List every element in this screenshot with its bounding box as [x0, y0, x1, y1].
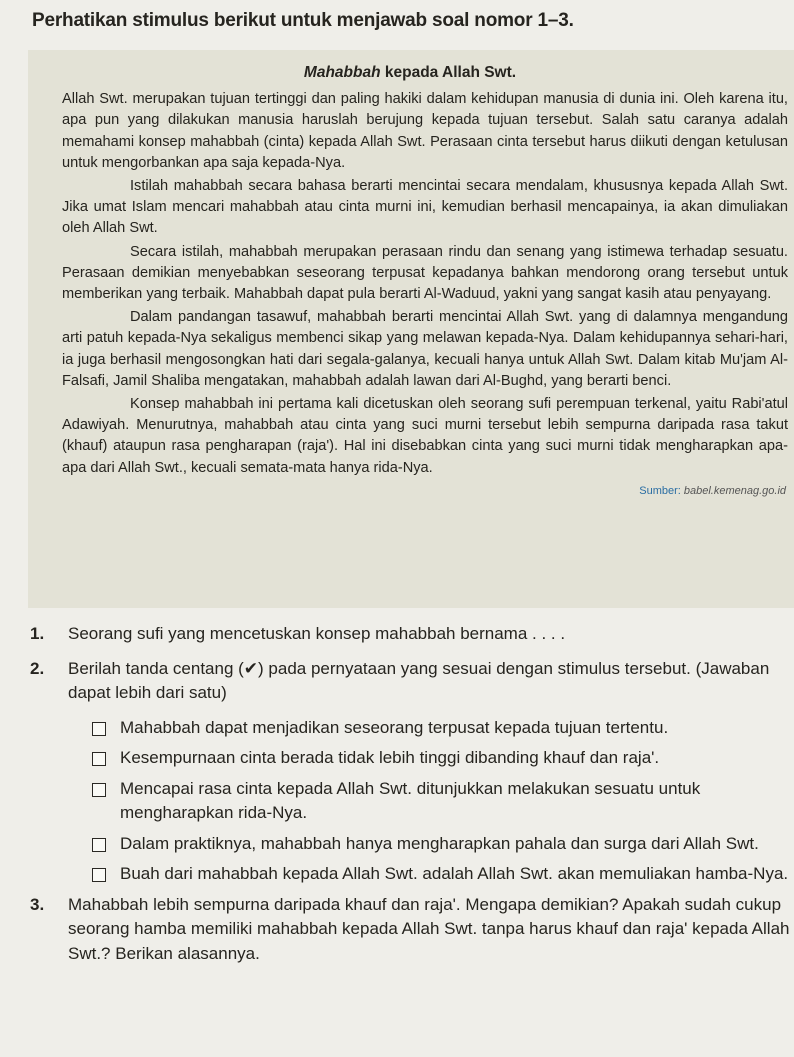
question-number: 3.: [30, 894, 45, 914]
stimulus-title: [62, 62, 788, 83]
option-text: Dalam praktiknya, mahabbah hanya mengharapkan pahala dan surga dari Allah Swt.: [120, 833, 759, 853]
source-label: Sumber:: [639, 484, 681, 497]
option-2[interactable]: [68, 746, 790, 771]
stimulus-source: [62, 481, 788, 502]
checkbox[interactable]: [92, 783, 106, 797]
stimulus-paragraph-1: Allah Swt. merupakan tujuan tertinggi dan paling hakiki dalam kehidupan manusia di dunia ini. Oleh karena itu, apa pun yang dilakukan manusia haruslah berujung kepada tujuan tersebut. Salah satu caranya adalah memahami konsep mahabbah (cinta) kepada Allah Swt. Perasaan cinta tersebut harus diikuti dengan ketulusan untuk mengorbankan apa saja kepada-Nya.: [62, 91, 788, 171]
question-text: Seorang sufi yang mencetuskan konsep mahabbah bernama . . . .: [68, 624, 566, 643]
checkbox-options: [68, 716, 790, 887]
stimulus-instruction: Perhatikan stimulus berikut untuk menjawab soal nomor 1–3.: [32, 10, 574, 31]
checkbox[interactable]: [92, 752, 106, 766]
option-4[interactable]: [68, 832, 790, 857]
stimulus-paragraph-5: Konsep mahabbah ini pertama kali dicetuskan oleh seorang sufi perempuan terkenal, yaitu Rabi'atul Adawiyah. Menurutnya, mahabbah atau cinta yang suci murni tersebut lebih sempurna daripada rasa takut (khauf) ataupun rasa pengharapan (raja'). Hal ini disebabkan cinta yang suci murni tidak mengharapkan apa-apa dari Allah Swt., kecuali semata-mata hanya rida-Nya.: [62, 396, 788, 476]
option-text: Buah dari mahabbah kepada Allah Swt. adalah Allah Swt. akan memuliakan hamba-Nya.: [120, 864, 789, 883]
question-3: [30, 893, 790, 967]
question-text: Berilah tanda centang (✔) pada pernyataan yang sesuai dengan stimulus tersebut. (Jawaban dapat lebih dari satu): [68, 658, 770, 702]
question-1: [30, 622, 790, 647]
checkbox[interactable]: [92, 838, 106, 852]
question-number: 1.: [30, 624, 45, 643]
stimulus-box: [28, 50, 794, 608]
question-2: [30, 657, 790, 706]
checkbox[interactable]: [92, 722, 106, 736]
stimulus-paragraph-4: Dalam pandangan tasawuf, mahabbah berarti mencintai Allah Swt. yang di dalamnya mengandung arti patuh kepada-Nya sekaligus membenci sikap yang melawan kepada-Nya. Dalam kehidupannya sehari-hari, ia juga berhasil mengosongkan hati dari segala-galanya, kecuali hanya untuk Allah Swt. Dalam kitab Mu'jam Al-Falsafi, Jamil Shaliba mengatakan, mahabbah adalah lawan dari Al-Bughd, yang berarti benci.: [62, 309, 788, 389]
stimulus-title-rest: kepada Allah Swt.: [380, 64, 517, 81]
stimulus-paragraph-2: Istilah mahabbah secara bahasa berarti mencintai secara mendalam, khususnya kepada Allah Swt. Jika umat Islam mencari mahabbah atau cinta murni ini, kemudian berhasil mencapainya, ia akan dimuliakan oleh Allah Swt.: [62, 178, 788, 237]
option-text: Kesempurnaan cinta berada tidak lebih tinggi dibanding khauf dan raja'.: [120, 748, 660, 767]
question-list: [30, 622, 790, 976]
stimulus-paragraph-3: Secara istilah, mahabbah merupakan perasaan rindu dan senang yang istimewa terhadap sesuatu. Perasaan demikian menyebabkan seseorang terpusat kepadanya bahkan mendorong orang tersebut untuk memberikan yang terbaik. Mahabbah dapat pula berarti Al-Waduud, yakni yang sangat kasih atau penyayang.: [62, 243, 788, 303]
checkbox[interactable]: [92, 868, 106, 882]
source-value: babel.kemenag.go.id: [680, 484, 786, 497]
option-5[interactable]: [68, 862, 790, 887]
stimulus-title-italic: Mahabbah: [303, 64, 381, 81]
question-number: 2.: [30, 658, 45, 678]
option-text: Mencapai rasa cinta kepada Allah Swt. ditunjukkan melakukan sesuatu untuk mengharapkan rida-Nya.: [120, 778, 701, 822]
option-3[interactable]: [68, 777, 790, 826]
option-text: Mahabbah dapat menjadikan seseorang terpusat kepada tujuan tertentu.: [120, 717, 669, 737]
option-1[interactable]: [68, 716, 790, 741]
question-text: Mahabbah lebih sempurna daripada khauf dan raja'. Mengapa demikian? Apakah sudah cukup seorang hamba memiliki mahabbah kepada Allah Swt. tanpa harus khauf dan raja' kepada Allah Swt.? Berikan alasannya.: [68, 894, 790, 963]
